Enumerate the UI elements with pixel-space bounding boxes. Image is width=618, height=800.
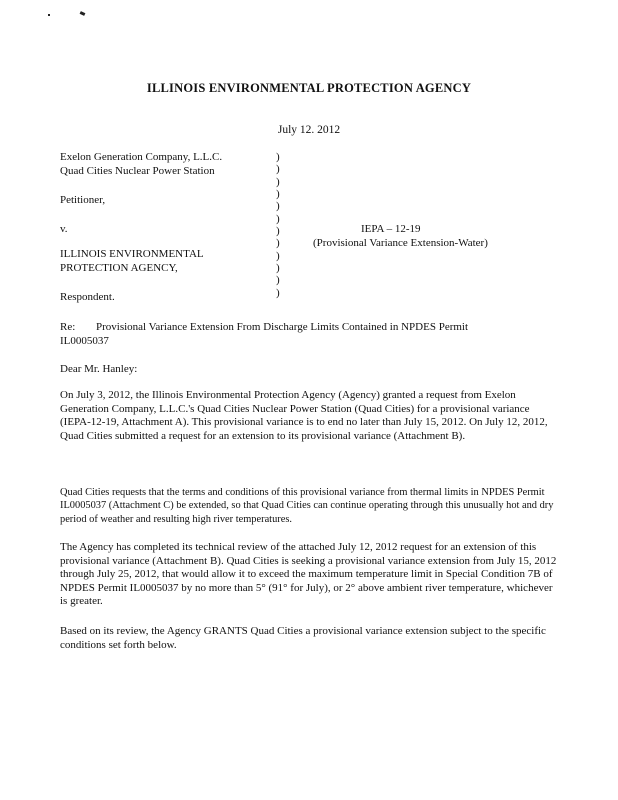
caption-paren: ) bbox=[276, 225, 280, 237]
case-type: (Provisional Variance Extension-Water) bbox=[313, 237, 488, 249]
caption-paren: ) bbox=[276, 200, 280, 212]
caption-paren: ) bbox=[276, 151, 280, 163]
salutation: Dear Mr. Hanley: bbox=[60, 363, 138, 375]
re-subject-line2: IL0005037 bbox=[60, 335, 109, 347]
body-paragraph-1: On July 3, 2012, the Illinois Environmental Protection Agency (Agency) granted a request from Exelon Generation Company, L.L.C.'s Quad Cities Nuclear Power Station (Quad Cities) for a provisional variance (IEPA-12-19, Attachment A). This provisional variance is to end no later than July 15, 2012. On July 12, 2012, Quad Cities submitted a request for an extension to its provisional variance (Attachment B). bbox=[60, 389, 548, 442]
caption-paren: ) bbox=[276, 287, 280, 299]
petitioner-station: Quad Cities Nuclear Power Station bbox=[60, 165, 215, 177]
scan-speck bbox=[48, 14, 50, 16]
caption-paren: ) bbox=[276, 176, 280, 188]
caption-paren: ) bbox=[276, 274, 280, 286]
respondent-name-line2: PROTECTION AGENCY, bbox=[60, 262, 178, 274]
caption-paren: ) bbox=[276, 213, 280, 225]
caption-paren: ) bbox=[276, 262, 280, 274]
caption-paren: ) bbox=[276, 163, 280, 175]
body-paragraph-3: The Agency has completed its technical review of the attached July 12, 2012 request for an extension of this provisional variance (Attachment B). Quad Cities is seeking a provisional variance extension from July 15, 2012 through July 25, 2012, that would allow it to exceed the maximum temperature limit in Special Condition 7B of NPDES Permit IL0005037 by no more than 5° (91° for July), or 2° above ambient river temperature, whichever is greater. bbox=[60, 541, 557, 608]
versus-label: v. bbox=[60, 223, 68, 235]
agency-title: ILLINOIS ENVIRONMENTAL PROTECTION AGENCY bbox=[146, 81, 472, 95]
case-number: IEPA – 12-19 bbox=[361, 223, 421, 235]
body-paragraph-4: Based on its review, the Agency GRANTS Quad Cities a provisional variance extension subject to the specific conditions set forth below. bbox=[60, 625, 546, 651]
respondent-label: Respondent. bbox=[60, 291, 115, 303]
letter-date: July 12. 2012 bbox=[277, 124, 341, 136]
caption-paren: ) bbox=[276, 250, 280, 262]
scan-speck bbox=[80, 11, 86, 16]
body-paragraph-2: Quad Cities requests that the terms and conditions of this provisional variance from thermal limits in NPDES Permit IL0005037 (Attachment C) be extended, so that Quad Cities can continue operating through this unusually hot and dry period of weather and resulting high river temperatures. bbox=[60, 487, 554, 525]
respondent-name-line1: ILLINOIS ENVIRONMENTAL bbox=[60, 248, 204, 260]
re-subject-line1: Provisional Variance Extension From Discharge Limits Contained in NPDES Permit bbox=[96, 321, 469, 333]
re-label: Re: bbox=[60, 321, 76, 333]
petitioner-name: Exelon Generation Company, L.L.C. bbox=[60, 151, 223, 163]
petitioner-label: Petitioner, bbox=[60, 194, 106, 206]
caption-paren: ) bbox=[276, 237, 280, 249]
caption-paren: ) bbox=[276, 188, 280, 200]
